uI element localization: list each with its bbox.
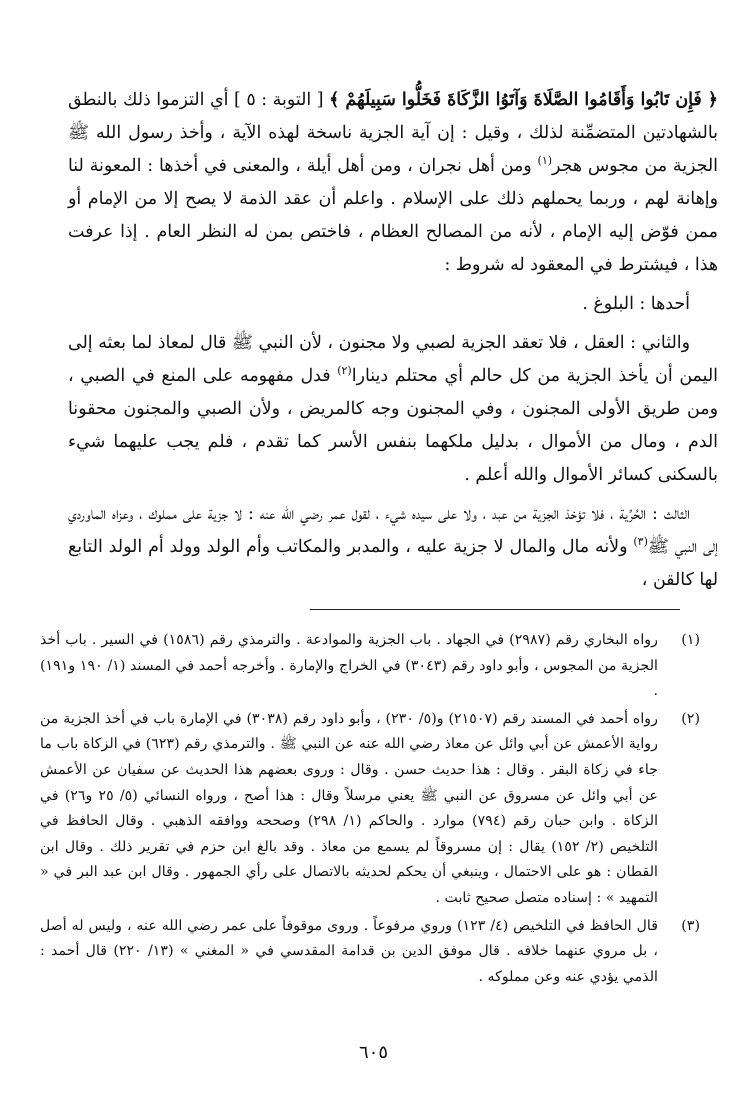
footnote-ref-2[interactable]: (٢) — [337, 364, 352, 378]
footnotes — [40, 628, 700, 992]
paragraph-1 — [68, 84, 718, 282]
footnote-ref-1[interactable]: (١) — [537, 154, 553, 168]
footnote-text: رواه البخاري رقم (٢٩٨٧) في الجهاد . باب الجزية والموادعة . والترمذي رقم (١٥٨٦) في السير . باب أخذ الجزية من المجوس ، وأبو داود رقم (٣٠٤٣) في الخراج والإمارة . وأخرجه أحمد في المسند (١/ ١٩٠ و١٩١) . — [40, 632, 658, 700]
paragraph-3 — [68, 327, 718, 492]
footnote-divider — [310, 609, 680, 610]
paragraph-3-text-a: والثاني : العقل ، فلا تعقد الجزية لصبي ولا مجنون ، لأن النبي ﷺ قال لمعاذ لما بعثه إلى اليمن أن يأخذ الجزية من كل حالم أي محتلم دينارا — [68, 333, 718, 386]
footnote-2 — [40, 707, 700, 912]
paragraph-4-text-a: الثالث : الحُرِّية ، فلا تؤخذ الجزية من عبد ، ولا على سيده شيء ، لقول عمر رضي الله عنه : لا جزية على مملوك ، وعزاه الماوردي إلى النبي ﷺ — [68, 504, 718, 557]
footnote-3 — [40, 914, 700, 991]
paragraph-1-text-a: بالنطق بالشهادتين المتضمِّنة لذلك ، وقيل : إن آية الجزية ناسخة لهذه الآية ، وأخذ رسول الله ﷺ الجزية من مجوس هجر — [68, 90, 719, 176]
footnote-text: رواه أحمد في المسند رقم (٢١٥٠٧) و(٥/ ٢٣٠) ، وأبو داود رقم (٣٠٣٨) في الإمارة باب في أخذ الجزية من رواية الأعمش عن أبي وائل عن معاذ رضي الله عنه عن النبي ﷺ . والترمذي رقم (٦٢٣) في الزكاة باب ما جاء في زكاة البقر . وقال : هذا حديث حسن . وقال : وروى بعضهم هذا الحديث عن سفيان عن الأعمش عن أبي وائل عن مسروق عن النبي ﷺ يعني مرسلاً وقال : هذا أصح ، ورواه النسائي (٥/ ٢٥ و٢٦) في الزكاة . وابن حبان رقم (٧٩٤) موارد . والحاكم (١/ ٢٩٨) وصححه ووافقه الذهبي . وقال الحافظ في التلخيص (٢/ ١٥٢) يقال : إن مسروقاً لم يسمع من معاذ . وقد بالغ ابن حزم في تقرير ذلك . وقال ابن القطان : هو على الاحتمال ، وينبغي أن يحكم لحديثه بالاتصال على رأي الجمهور . وقال ابن عبد البر في « التمهيد » : إسناده متصل صحيح ثابت . — [40, 710, 659, 906]
paragraph-1-text-b: ومن أهل نجران ، ومن أهل أيلة ، والمعنى في أخذها : المعونة لنا وإهانة لهم ، وربما يحملهم ذلك على الإسلام . واعلم أن عقد الذمة لا يصح إلا من الإمام أو ممن فوّض إليه الإمام ، لأنه من المصالح العظام ، فاختص بمن له النظر العام . إذا عرفت هذا ، فيشترط في المعقود له شروط : — [68, 156, 718, 275]
main-text — [68, 84, 718, 597]
footnote-1 — [40, 628, 700, 705]
verse-reference: [ التوبة : ٥ ] أي التزموا ذلك — [123, 90, 330, 110]
paragraph-3-text-b: فدل مفهومه على المنع في الصبي ، ومن طريق الأولى المجنون ، وفي المجنون وجه كالمريض ، ولأن الصبي والمجنون محقونا الدم ، ومال من الأموال ، بدليل ملكهما بنفس الأسر كما تقدم ، فلم يجب عليهما شيء بالسكنى كسائر الأموال والله أعلم . — [68, 366, 718, 485]
paragraph-4-text-b: ولأنه مال والمال لا جزية عليه ، والمدبر والمكاتب وأم الولد وولد أم الولد التابع لها كالقن ، — [68, 537, 718, 590]
quran-verse: ﴿ فَإِن تَابُوا وَأَقَامُوا الصَّلَاةَ وَآتَوُا الزَّكَاةَ فَخَلُّوا سَبِيلَهُمْ ﴾ — [329, 90, 718, 110]
paragraph-2: أحدها : البلوغ . — [582, 294, 690, 314]
footnote-number: (٢) — [681, 710, 700, 727]
footnote-number: (٣) — [681, 917, 700, 934]
footnote-number: (١) — [681, 632, 700, 648]
footnote-text: قال الحافظ في التلخيص (٤/ ١٢٣) وروي مرفوعاً . وروى موقوفاً على عمر رضي الله عنه ، وليس له أصل ، بل مروي عنهما خلافه . قال موفق الدين بن قدامة المقدسي في « المغني » (١٣/ ٢٢٠) قال أحمد : الذمي يؤدي عنه وعن مملوكه . — [40, 917, 658, 985]
page-number: ٦٠٥ — [358, 1042, 388, 1063]
footnote-ref-3[interactable]: (٣) — [633, 535, 648, 549]
paragraph-4 — [68, 498, 718, 597]
